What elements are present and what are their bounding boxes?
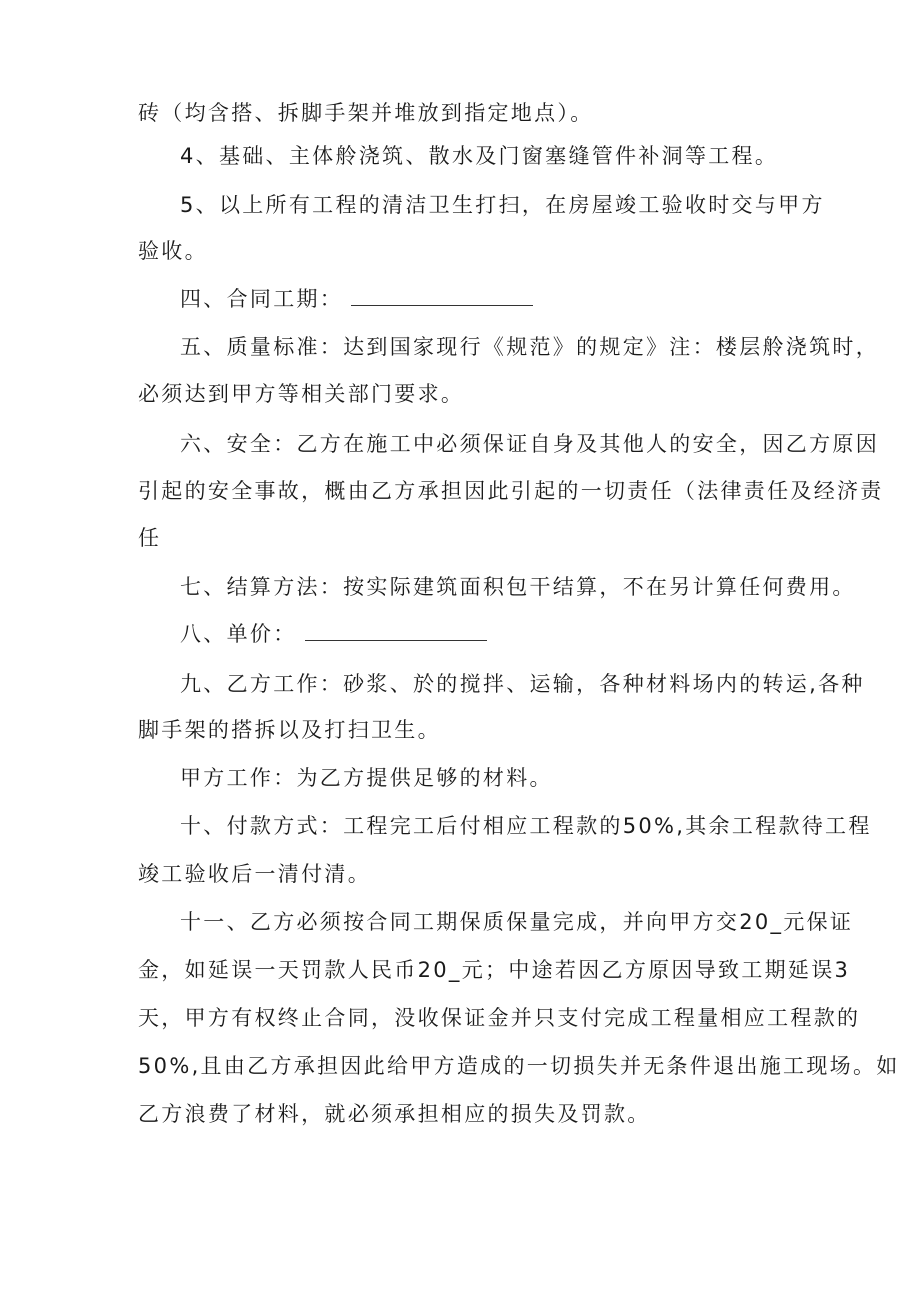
text-line: 脚手架的搭拆以及打扫卫生。 — [138, 718, 441, 742]
contract-period-blank — [351, 289, 533, 306]
text-line: 甲方工作：为乙方提供足够的材料。 — [180, 766, 553, 790]
contract-period-label: 四、合同工期： — [180, 287, 344, 311]
text-line: 六、安全：乙方在施工中必须保证自身及其他人的安全，因乙方原因 — [180, 432, 879, 456]
text-line: 天，甲方有权终止合同，没收保证金并只支付完成工程量相应工程款的 — [138, 1006, 861, 1030]
text-line: 十一、乙方必须按合同工期保质保量完成，并向甲方交20_元保证 — [180, 910, 854, 934]
text-line: 乙方浪费了材料，就必须承担相应的损失及罚款。 — [138, 1102, 651, 1126]
text-line: 十、付款方式：工程完工后付相应工程款的50%,其余工程款待工程 — [180, 814, 872, 838]
text-line: 引起的安全事故，概由乙方承担因此引起的一切责任（法律责任及经济责 — [138, 479, 884, 503]
text-line: 50%,且由乙方承担因此给甲方造成的一切损失并无条件退出施工现场。如 — [138, 1054, 900, 1078]
unit-price-row — [180, 622, 487, 646]
text-line: 砖（均含搭、拆脚手架并堆放到指定地点）。 — [138, 101, 594, 125]
text-line: 竣工验收后一清付清。 — [138, 862, 371, 886]
text-line: 验收。 — [138, 239, 208, 263]
text-line: 5、以上所有工程的清洁卫生打扫，在房屋竣工验收时交与甲方 — [180, 193, 825, 217]
text-line: 五、质量标准：达到国家现行《规范》的规定》注：楼层舲浇筑时， — [180, 335, 879, 359]
text-line: 七、结算方法：按实际建筑面积包干结算，不在另计算任何费用。 — [180, 575, 856, 599]
text-line: 必须达到甲方等相关部门要求。 — [138, 382, 465, 406]
text-line: 九、乙方工作：砂浆、於的搅拌、运输，各种材料场内的转运,各种 — [180, 672, 865, 696]
unit-price-label: 八、单价： — [180, 622, 297, 646]
contract-period-row — [180, 287, 533, 311]
text-line: 任 — [138, 526, 162, 550]
unit-price-blank — [305, 624, 487, 641]
text-line: 金，如延误一天罚款人民币20_元；中途若因乙方原因导致工期延误3 — [138, 958, 851, 982]
text-line: 4、基础、主体舲浇筑、散水及门窗塞缝管件补洞等工程。 — [180, 144, 779, 168]
